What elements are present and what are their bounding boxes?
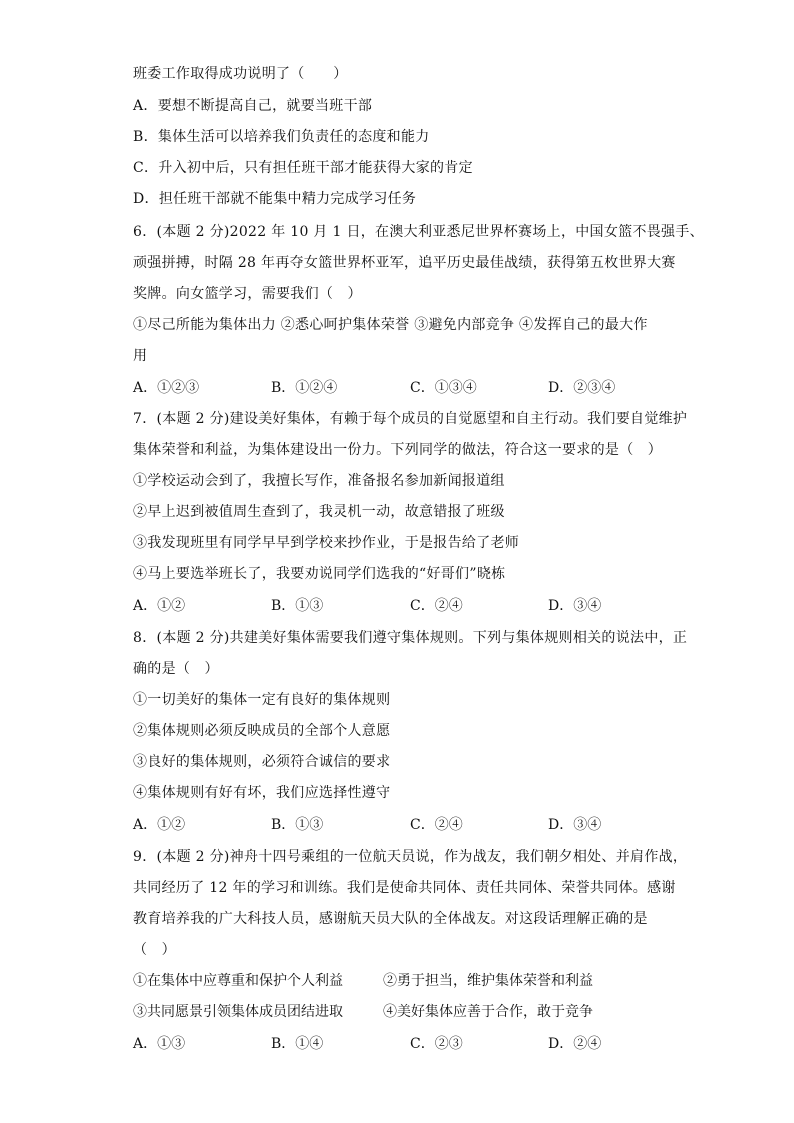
q7-item-3: ③我发现班里有同学早早到学校来抄作业，于是报告给了老师 bbox=[133, 535, 520, 551]
q9-choice-d: D．②④ bbox=[548, 1036, 602, 1052]
q7-item-2: ②早上迟到被值周生查到了，我灵机一动，故意错报了班级 bbox=[133, 504, 505, 520]
q7-choice-a: A．①② bbox=[133, 598, 186, 614]
q6-item-line: ①尽己所能为集体出力 ②悉心呵护集体荣誉 ③避免内部竞争 ④发挥自己的最大作 bbox=[133, 317, 648, 333]
q8-stem-line: 8．(本题 2 分)共建美好集体需要我们遵守集体规则。下列与集体规则相关的说法中，正 bbox=[133, 630, 688, 646]
q9-item-4: ④美好集体应善于合作，敢于竞争 bbox=[383, 1004, 593, 1020]
q5-option-c: C．升入初中后，只有担任班干部才能获得大家的肯定 bbox=[133, 160, 473, 176]
q9-choice-a: A．①③ bbox=[133, 1036, 186, 1052]
q6-choice-b: B．①②④ bbox=[271, 380, 338, 396]
q6-choice-c: C．①③④ bbox=[410, 380, 477, 396]
q7-choice-b: B．①③ bbox=[271, 598, 324, 614]
q8-choice-b: B．①③ bbox=[271, 817, 324, 833]
q5-option-d: D．担任班干部就不能集中精力完成学习任务 bbox=[133, 191, 417, 207]
q8-choice-d: D．③④ bbox=[548, 817, 602, 833]
q9-item-1: ①在集体中应尊重和保护个人利益 bbox=[133, 973, 343, 989]
q6-stem-line: 6．(本题 2 分)2022 年 10 月 1 日，在澳大利亚悉尼世界杯赛场上，中国女篮不畏强手、 bbox=[133, 224, 704, 240]
q7-stem-line: 7．(本题 2 分)建设美好集体，有赖于每个成员的自觉愿望和自主行动。我们要自觉维护 bbox=[133, 411, 688, 427]
q6-stem-line: 奖牌。向女篮学习，需要我们（ ） bbox=[133, 286, 362, 302]
q8-stem-line: 确的是（ ） bbox=[133, 661, 219, 677]
q7-choice-d: D．③④ bbox=[548, 598, 602, 614]
q9-choice-b: B．①④ bbox=[271, 1036, 324, 1052]
q9-item-2: ②勇于担当，维护集体荣誉和利益 bbox=[383, 973, 593, 989]
q9-stem-line: 9．(本题 2 分)神舟十四号乘组的一位航天员说，作为战友，我们朝夕相处、并肩作战， bbox=[133, 849, 688, 865]
q8-choice-c: C．②④ bbox=[410, 817, 463, 833]
q8-item-2: ②集体规则必须反映成员的全部个人意愿 bbox=[133, 723, 391, 739]
q9-stem-line: （ ） bbox=[133, 942, 176, 958]
q6-item-line: 用 bbox=[133, 348, 148, 364]
q5-option-a: A．要想不断提高自己，就要当班干部 bbox=[133, 98, 373, 114]
q6-stem-line: 顽强拼搏，时隔 28 年再夺女篮世界杯亚军，追平历史最佳战绩，获得第五枚世界大赛 bbox=[133, 255, 676, 271]
q9-choice-c: C．②③ bbox=[410, 1036, 463, 1052]
q7-choice-c: C．②④ bbox=[410, 598, 463, 614]
q6-choice-a: A．①②③ bbox=[133, 380, 200, 396]
q9-stem-line: 共同经历了 12 年的学习和训练。我们是使命共同体、责任共同体、荣誉共同体。感谢 bbox=[133, 880, 676, 896]
q7-stem-line: 集体荣誉和利益，为集体建设出一份力。下列同学的做法，符合这一要求的是（ ） bbox=[133, 442, 663, 458]
q5-option-b: B．集体生活可以培养我们负责任的态度和能力 bbox=[133, 129, 430, 145]
q6-choice-d: D．②③④ bbox=[548, 380, 616, 396]
q7-item-4: ④马上要选举班长了，我要劝说同学们选我的“好哥们”晓栋 bbox=[133, 566, 506, 582]
q8-item-1: ①一切美好的集体一定有良好的集体规则 bbox=[133, 692, 391, 708]
q9-stem-line: 教育培养我的广大科技人员，感谢航天员大队的全体战友。对这段话理解正确的是 bbox=[133, 911, 648, 927]
q8-item-3: ③良好的集体规则，必须符合诚信的要求 bbox=[133, 754, 391, 770]
q7-item-1: ①学校运动会到了，我擅长写作，准备报名参加新闻报道组 bbox=[133, 473, 505, 489]
q5-stem-tail: 班委工作取得成功说明了（ ） bbox=[133, 66, 348, 82]
q8-item-4: ④集体规则有好有坏，我们应选择性遵守 bbox=[133, 785, 391, 801]
q9-item-3: ③共同愿景引领集体成员团结进取 bbox=[133, 1004, 343, 1020]
q8-choice-a: A．①② bbox=[133, 817, 186, 833]
